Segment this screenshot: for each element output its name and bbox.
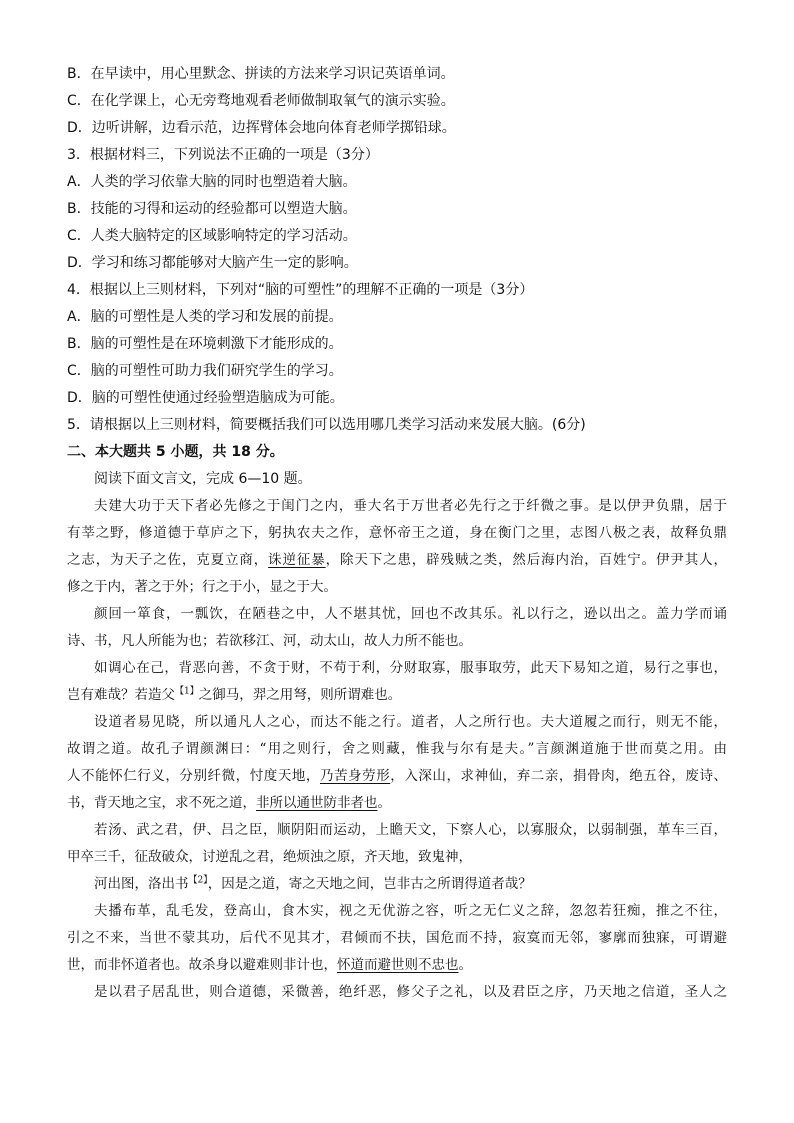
question-paragraph: [67, 61, 727, 88]
text-segment: 人不能怀仁行义，分别纤微，忖度天地，: [67, 768, 320, 784]
classical-text-paragraph: [67, 493, 727, 601]
text-line: [67, 871, 727, 898]
text-segment: 是以君子居乱世，则合道德，采微善，绝纤恶，修父子之礼，以及君臣之序，乃天地之信道，圣人之: [94, 984, 727, 1000]
text-segment: 河出图，洛出书: [94, 876, 189, 892]
question-paragraph: [67, 142, 727, 169]
text-line: [67, 763, 727, 790]
text-line: [67, 682, 727, 709]
text-segment: C．在化学课上，心无旁骛地观看老师做制取氧气的演示实验。: [67, 93, 455, 109]
text-segment: 颜回一箪食，一瓢饮，在陋巷之中，人不堪其忧，回也不改其乐。礼以行之，逊以出之。盖力学而诵: [94, 606, 727, 622]
text-segment: 引之不来，当世不蒙其功，后代不见其才，君倾而不扶，国危而不持，寂寞而无邻，寥廓而独寐，可谓避: [67, 930, 727, 946]
underlined-phrase: 非所以通世防非者也: [256, 795, 378, 811]
text-segment: 世，而非怀道者也。故杀身以避难则非计也，: [67, 957, 337, 973]
text-line: [67, 223, 727, 250]
text-segment: 书，背天地之宝，求不死之道，: [67, 795, 256, 811]
text-line: [67, 547, 727, 574]
question-paragraph: [67, 466, 727, 493]
classical-text-paragraph: [67, 898, 727, 979]
text-line: [67, 277, 727, 304]
text-line: [67, 574, 727, 601]
text-line: [67, 142, 727, 169]
text-segment: 甲卒三千，征敌破众，讨逆乱之君，绝烦浊之原，齐天地，致鬼神，: [67, 849, 472, 865]
text-line: [67, 304, 727, 331]
text-line: [67, 790, 727, 817]
text-segment: 4．根据以上三则材料，下列对“脑的可塑性”的理解不正确的一项是（3分）: [67, 282, 534, 298]
text-segment: A．人类的学习依靠大脑的同时也塑造着大脑。: [67, 174, 357, 190]
text-segment: 夫播布革，乱毛发，登高山，食木实，视之无优游之容，听之无仁义之辞，忽忽若狂痴，推之不往，: [94, 903, 727, 919]
text-line: [67, 493, 727, 520]
text-line: [67, 169, 727, 196]
text-segment: B．技能的习得和运动的经验都可以塑造大脑。: [67, 201, 357, 217]
text-segment: ，因是之道，寄之天地之间，岂非古之所谓得道者哉？: [207, 876, 532, 892]
classical-text-paragraph: [67, 709, 727, 817]
text-line: [67, 439, 727, 466]
text-line: [67, 979, 727, 1006]
question-paragraph: [67, 331, 727, 358]
question-paragraph: [67, 385, 727, 412]
text-line: [67, 898, 727, 925]
underlined-phrase: 怀道而避世则不忠也: [337, 957, 459, 973]
text-line: [67, 952, 727, 979]
footnote-marker: 【2】: [188, 875, 208, 886]
text-line: [67, 61, 727, 88]
question-paragraph: [67, 358, 727, 385]
text-line: [67, 520, 727, 547]
text-segment: 故谓之道。故孔子谓颜渊曰：“用之则行，舍之则藏，惟我与尔有是夫。”言颜渊道施于世而莫之用。由: [67, 741, 727, 757]
question-paragraph: [67, 304, 727, 331]
text-segment: 3．根据材料三，下列说法不正确的一项是（3分）: [67, 147, 379, 163]
text-line: [67, 196, 727, 223]
text-segment: 阅读下面文言文，完成 6—10 题。: [94, 471, 312, 487]
text-line: [67, 844, 727, 871]
text-segment: B．脑的可塑性是在环境刺激下才能形成的。: [67, 336, 343, 352]
text-line: [67, 466, 727, 493]
classical-text-paragraph: [67, 601, 727, 655]
text-line: [67, 88, 727, 115]
text-line: [67, 412, 727, 439]
question-paragraph: [67, 250, 727, 277]
text-segment: 如调心在己，背恶向善，不贪于财，不苟于利，分财取寡，服事取劳，此天下易知之道，易行之事也，: [94, 660, 727, 676]
text-segment: ，除天下之患，辟残贼之类，然后海内治，百姓宁。伊尹其人，: [325, 552, 727, 568]
classical-text-paragraph: [67, 979, 727, 1006]
classical-text-paragraph: [67, 817, 727, 871]
text-segment: 。: [377, 795, 391, 811]
text-line: [67, 628, 727, 655]
question-paragraph: [67, 196, 727, 223]
question-paragraph: [67, 169, 727, 196]
text-segment: 设道者易见晓，所以通凡人之心，而达不能之行。道者，人之所行也。夫大道履之而行，则无不能，: [94, 714, 727, 730]
text-line: [67, 385, 727, 412]
text-segment: 之御马，羿之用弩，则所谓难也。: [198, 687, 402, 703]
text-segment: D．学习和练习都能够对大脑产生一定的影响。: [67, 255, 358, 271]
underlined-phrase: 诛逆征暴: [268, 552, 326, 568]
text-segment: 修之于内，著之于外；行之于小，显之于大。: [67, 579, 337, 595]
text-segment: A．脑的可塑性是人类的学习和发展的前提。: [67, 309, 343, 325]
section-heading: [67, 439, 727, 466]
question-paragraph: [67, 223, 727, 250]
question-paragraph: [67, 88, 727, 115]
question-paragraph: [67, 412, 727, 439]
question-paragraph: [67, 115, 727, 142]
text-segment: 二、本大题共 5 小题，共 18 分。: [67, 444, 284, 460]
text-segment: C．人类大脑特定的区域影响特定的学习活动。: [67, 228, 357, 244]
document-page: [67, 61, 727, 1006]
text-line: [67, 250, 727, 277]
text-segment: 5．请根据以上三则材料，简要概括我们可以选用哪几类学习活动来发展大脑。(6分): [67, 417, 586, 433]
text-segment: 若汤、武之君，伊、吕之臣，顺阴阳而运动，上瞻天文，下察人心，以寡服众，以弱制强，革车三百，: [94, 822, 727, 838]
text-line: [67, 115, 727, 142]
text-line: [67, 709, 727, 736]
classical-text-paragraph: [67, 655, 727, 709]
text-segment: 之志，为天子之佐，克夏立商，: [67, 552, 269, 568]
text-segment: D．脑的可塑性使通过经验塑造脑成为可能。: [67, 390, 344, 406]
text-line: [67, 601, 727, 628]
underlined-phrase: 乃苦身劳形: [319, 768, 391, 784]
text-line: [67, 736, 727, 763]
text-segment: ，入深山，求神仙，弃二亲，捐骨肉，绝五谷，废诗、: [390, 768, 727, 784]
text-segment: B．在早读中，用心里默念、拼读的方法来学习识记英语单词。: [67, 66, 455, 82]
text-line: [67, 331, 727, 358]
text-segment: 。: [458, 957, 472, 973]
question-paragraph: [67, 277, 727, 304]
text-segment: 诗、书，凡人所能为也；若欲移江、河，动太山，故人力所不能也。: [67, 633, 472, 649]
footnote-marker: 【1】: [175, 686, 199, 697]
text-line: [67, 817, 727, 844]
classical-text-paragraph: [67, 871, 727, 898]
text-line: [67, 925, 727, 952]
text-segment: 有莘之野，修道德于草庐之下，躬执农夫之作，意怀帝王之道，身在衡门之里，志图八极之表，故释负鼎: [67, 525, 727, 541]
text-line: [67, 358, 727, 385]
text-segment: 岂有难哉？若造父: [67, 687, 175, 703]
text-segment: 夫建大功于天下者必先修之于闺门之内，垂大名于万世者必先行之于纤微之事。是以伊尹负鼎，居于: [94, 498, 727, 514]
text-segment: C．脑的可塑性可助力我们研究学生的学习。: [67, 363, 343, 379]
text-line: [67, 655, 727, 682]
text-segment: D．边听讲解，边看示范，边挥臂体会地向体育老师学掷铅球。: [67, 120, 456, 136]
